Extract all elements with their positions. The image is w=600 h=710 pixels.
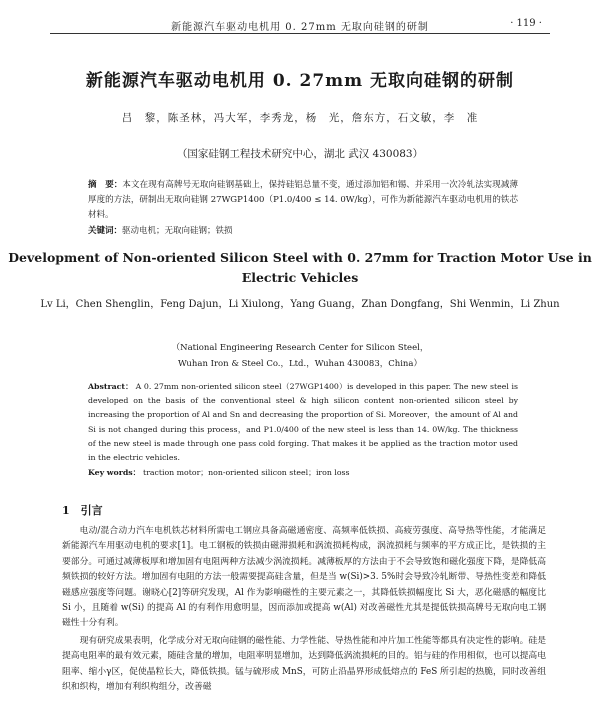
english-abstract-label: Abstract：: [88, 382, 134, 391]
chinese-abstract-text: 本文在现有高牌号无取向硅钢基础上，保持硅铝总量不变，通过添加铝和锡、并采用一次冷轧法实现减薄厚度的方法，研制出无取向硅钢 27WGP1400（P1.0/400 ≤ 14. 0W/kg），可作为新能源汽车驱动电机用的铁芯材料。: [88, 180, 518, 220]
running-header: [0, 0, 600, 36]
chinese-keywords-label: 关键词：: [88, 226, 123, 236]
chinese-affiliation: （国家硅钢工程技术研究中心，湖北 武汉 430083）: [176, 148, 424, 160]
page-number: · 119 ·: [510, 18, 542, 29]
running-title: 新能源汽车驱动电机用 0. 27mm 无取向硅钢的研制: [171, 22, 429, 33]
chinese-authors: 吕 黎，陈圣林，冯大军，李秀龙，杨 光，詹东方，石文敏，李 准: [121, 112, 479, 124]
body-paragraph: 电动/混合动力汽车电机铁芯材料所需电工钢应具备高磁通密度、高频率低铁损、高疲劳强度、高导热等性能，才能满足新能源汽车用驱动电机的要求[1]。电工钢板的铁损由磁滞损耗和涡流损耗构成，涡流损耗与频率的平方成正比，是铁损的主要部分。可通过减薄板厚和增加固有电阻两种方法减少涡流损耗。减薄板厚的方法由于不会导致饱和磁化强度下降，是降低高频铁损的较好方法。增加固有电阻的方法一般需要提高硅含量，但是当 w(Si)>3. 5%时会导致冷轧断带、导热性变差和降低磁感应强度等问题。谢晓心[2]等研究发现，Al 作为影响磁性的主要元素之一，其降低铁损幅度比 Si 大，恶化磁感的幅度比 Si 小，且随着 w(Si) 的提高 Al 的有利作用愈明显，因而添加或提高 w(Al) 对改善磁性尤其是提低铁损高牌号无取向电工钢磁性十分有利。: [62, 526, 546, 629]
chinese-title: 新能源汽车驱动电机用 0. 27mm 无取向硅钢的研制: [85, 71, 515, 91]
body-paragraph: 现有研究成果表明，化学成分对无取向硅钢的磁性能、力学性能、导热性能和冲片加工性能等都具有决定性的影响。硅是提高电阻率的最有效元素，随硅含量的增加，电阻率明显增加，达到降低涡流损耗的目的。铝与硅的作用相似，也可以提高电阻率、缩小γ区，促使晶粒长大，降低铁损。锰与硫形成 MnS，可防止沿晶界形成低熔点的 FeS 所引起的热脆，同时改善组织和织构，增加有利织构组分，改善磁: [62, 636, 546, 693]
chinese-abstract: [88, 178, 518, 223]
section-heading-introduction: 1 引言: [62, 504, 103, 517]
english-keywords-text: traction motor；non-oriented silicon steel；iron loss: [142, 468, 350, 477]
header-rule: [50, 33, 550, 34]
english-affiliation-line1: （National Engineering Research Center for Silicon Steel，: [171, 343, 429, 353]
english-affiliation: [0, 340, 600, 372]
english-title: Development of Non-oriented Silicon Steel with 0. 27mm for Traction Motor Use in Electric Vehicles: [8, 250, 592, 285]
english-affiliation-line2: Wuhan Iron & Steel Co.，Ltd.，Wuhan 430083，China）: [178, 359, 422, 369]
english-abstract-text: A 0. 27mm non-oriented silicon steel（27WGP1400）is developed in this paper. The new steel is developed on the basis of the conventional steel & high silicon content non-oriented silicon steel by increasing the proportion of Al and Sn and decreasing the proportion of Si. Moreover，the amount of Al and Si is not changed during this process，and P1.0/400 of the new steel is less than 14. 0W/kg. The thickness of the new steel is made through one pass cold forging. That makes it be applied as the traction motor used in the electric vehicles.: [88, 382, 518, 463]
english-keywords-label: Key words：: [88, 468, 141, 477]
chinese-keywords: [88, 224, 518, 238]
english-abstract: [88, 380, 518, 465]
english-authors: Lv Li，Chen Shenglin，Feng Dajun，Li Xiulong，Yang Guang，Zhan Dongfang，Shi Wenmin，Li Zhun: [40, 299, 560, 310]
chinese-abstract-label: 摘 要：: [88, 180, 123, 190]
chinese-keywords-text: 驱动电机；无取向硅钢；铁损: [122, 226, 233, 236]
english-keywords: [88, 466, 518, 480]
